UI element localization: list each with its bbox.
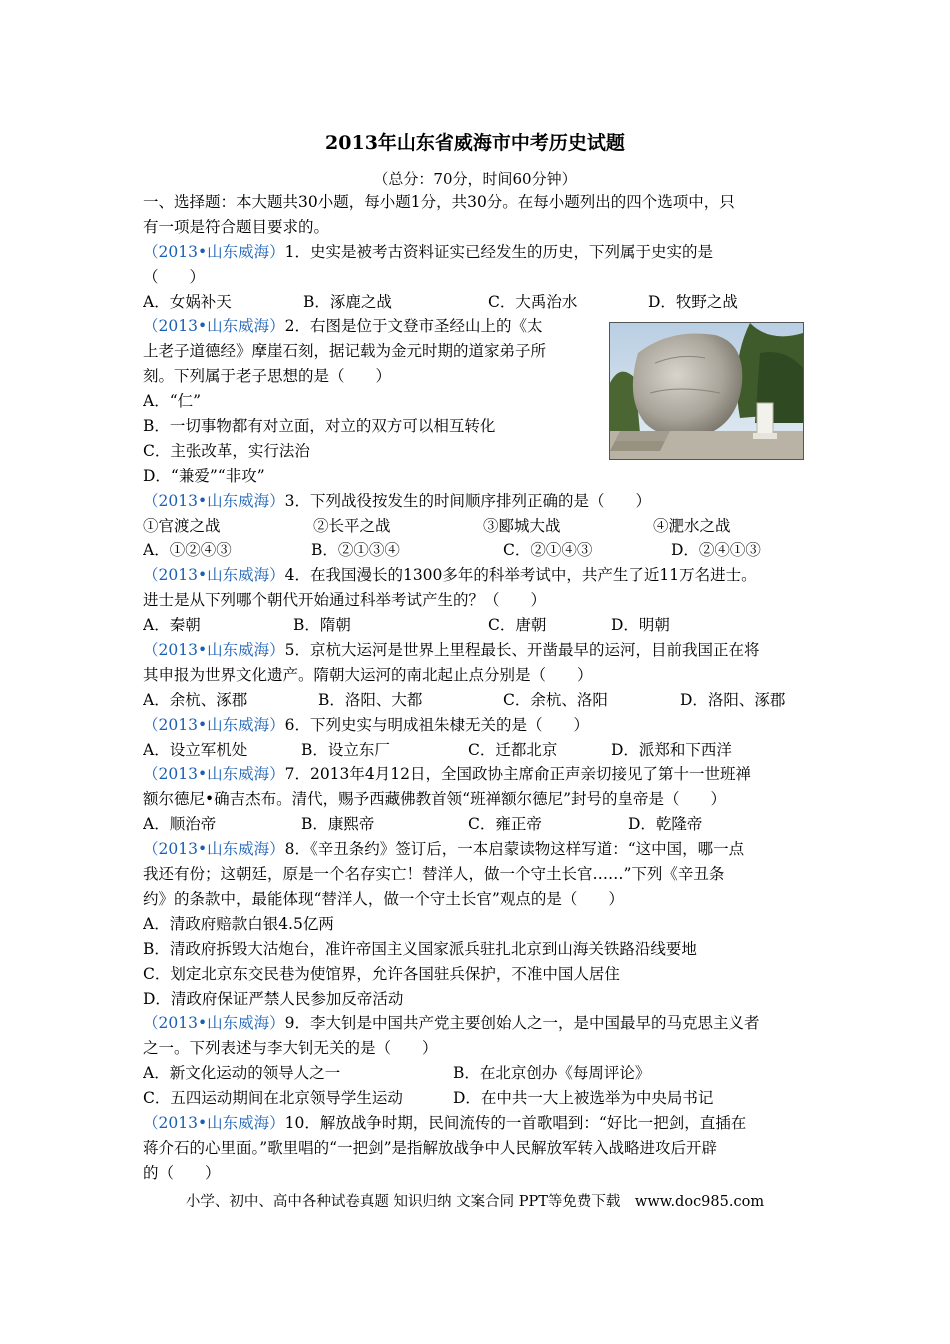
- question-2: （2013•山东威海）2．右图是位于文登市圣经山上的《太: [143, 317, 543, 336]
- question-1-options: [143, 290, 813, 315]
- question-2-cont2: 刻。下列属于老子思想的是（ ）: [143, 367, 392, 386]
- source-tag: （2013•山东威海）: [143, 491, 285, 510]
- option-d: D．乾隆帝: [628, 815, 703, 834]
- option-a: A．①②④③: [143, 541, 232, 560]
- source-tag: （2013•山东威海）: [143, 840, 285, 859]
- question-4-options: [143, 613, 813, 638]
- section-heading-cont: 有一项是符合题目要求的。: [143, 217, 330, 236]
- option-b: B．涿鹿之战: [303, 292, 392, 311]
- source-tag: （2013•山东威海）: [143, 317, 285, 336]
- rock-carving-image: [610, 323, 803, 459]
- page-title: 2013年山东省威海市中考历史试题: [325, 132, 625, 154]
- option-d: D．清政府保证严禁人民参加反帝活动: [143, 989, 404, 1008]
- question-9-options-row1: [143, 1061, 813, 1086]
- question-9: （2013•山东威海）9．李大钊是中国共产党主要创始人之一，是中国最早的马克思主义者: [143, 1014, 760, 1033]
- page-footer: 小学、初中、高中各种试卷真题 知识归纳 文案合同 PPT等免费下载 www.doc985.com: [185, 1194, 765, 1210]
- option-a: A．余杭、涿郡: [143, 690, 248, 709]
- question-1: （2013•山东威海）1．史实是被考古资料证实已经发生的历史，下列属于史实的是: [143, 242, 713, 261]
- question-9-options-row2: [143, 1086, 813, 1111]
- source-tag: （2013•山东威海）: [143, 242, 285, 261]
- question-1-cont: （ ）: [143, 267, 206, 286]
- question-10: （2013•山东威海）10．解放战争时期，民间流传的一首歌唱到：“好比一把剑，直插在: [143, 1113, 747, 1132]
- option-b: B．康熙帝: [301, 815, 375, 834]
- question-5: （2013•山东威海）5．京杭大运河是世界上里程最长、开凿最早的运河，目前我国正在将: [143, 641, 760, 660]
- option-c: C．唐朝: [488, 616, 547, 635]
- source-tag: （2013•山东威海）: [143, 641, 285, 660]
- question-8: （2013•山东威海）8．《辛丑条约》签订后，一本启蒙读物这样写道：“这中国，哪一点: [143, 840, 745, 859]
- question-4: （2013•山东威海）4．在我国漫长的1300多年的科举考试中，共产生了近11万名进士。: [143, 566, 757, 585]
- option-b: B．清政府拆毁大沽炮台，准许帝国主义国家派兵驻扎北京到山海关铁路沿线要地: [143, 939, 697, 958]
- section-heading: 一、选择题：本大题共30小题，每小题1分，共30分。在每小题列出的四个选项中，只: [143, 193, 735, 211]
- question-7-options: [143, 812, 813, 837]
- option-c: C．雍正帝: [468, 815, 542, 834]
- option-a: A．清政府赔款白银4.5亿两: [143, 914, 334, 933]
- option-b: B．在北京创办《每周评论》: [453, 1064, 651, 1083]
- source-tag: （2013•山东威海）: [143, 1014, 285, 1033]
- question-3-items: [143, 514, 813, 539]
- source-tag: （2013•山东威海）: [143, 715, 285, 734]
- source-tag: （2013•山东威海）: [143, 1113, 285, 1132]
- option-c: C．余杭、洛阳: [503, 690, 608, 709]
- source-tag: （2013•山东威海）: [143, 765, 285, 784]
- event-item: ①官渡之战: [143, 516, 221, 535]
- question-10-cont: 蒋介石的心里面。”歌里唱的“一把剑”是指解放战争中人民解放军转入战略进攻后开辟: [143, 1138, 718, 1157]
- option-a: A．新文化运动的领导人之一: [143, 1064, 341, 1083]
- option-c: C．②①④③: [503, 541, 593, 560]
- question-7: （2013•山东威海）7．2013年4月12日，全国政协主席俞正声亲切接见了第十一世班禅: [143, 765, 751, 784]
- option-b: B．洛阳、大都: [318, 690, 423, 709]
- option-a: A．“仁”: [143, 392, 202, 411]
- question-3-options: [143, 538, 813, 563]
- question-5-cont: 其申报为世界文化遗产。隋朝大运河的南北起止点分别是（ ）: [143, 665, 593, 684]
- option-d: D．“兼爱”“非攻”: [143, 466, 265, 485]
- option-b: B．隋朝: [293, 616, 351, 635]
- question-9-cont: 之一。下列表述与李大钊无关的是（ ）: [143, 1039, 438, 1058]
- option-c: C．划定北京东交民巷为使馆界，允许各国驻兵保护，不准中国人居住: [143, 964, 620, 983]
- option-c: C．五四运动期间在北京领导学生运动: [143, 1089, 403, 1108]
- option-c: C．大禹治水: [488, 292, 578, 311]
- option-d: D．洛阳、涿郡: [680, 690, 786, 709]
- question-8-cont: 我还有份；这朝廷，原是一个名存实亡！替洋人，做一个守土长官……”下列《辛丑条: [143, 865, 725, 884]
- option-a: A．秦朝: [143, 616, 201, 635]
- option-d: D．派郑和下西洋: [611, 740, 732, 759]
- option-b: B．设立东厂: [301, 740, 390, 759]
- option-d: D．②④①③: [671, 541, 761, 560]
- event-item: ④淝水之战: [653, 516, 731, 535]
- option-b: B．一切事物都有对立面，对立的双方可以相互转化: [143, 417, 496, 436]
- option-d: D．牧野之战: [648, 292, 738, 311]
- question-2-cont: 上老子道德经》摩崖石刻，据记载为金元时期的道家弟子所: [143, 342, 547, 361]
- question-6: （2013•山东威海）6．下列史实与明成祖朱棣无关的是（ ）: [143, 715, 589, 734]
- question-6-options: [143, 738, 813, 763]
- option-c: C．主张改革，实行法治: [143, 441, 310, 460]
- option-a: A．顺治帝: [143, 815, 217, 834]
- page-subtitle: （总分：70分，时间60分钟）: [373, 170, 577, 188]
- question-4-cont: 进士是从下列哪个朝代开始通过科举考试产生的？（ ）: [143, 591, 547, 610]
- question-3: （2013•山东威海）3．下列战役按发生的时间顺序排列正确的是（ ）: [143, 491, 651, 510]
- question-7-cont: 额尔德尼•确吉杰布。清代，赐予西藏佛教首领“班禅额尔德尼”封号的皇帝是（ ）: [143, 790, 726, 809]
- rock-carving-photo: [609, 322, 804, 460]
- event-item: ③郾城大战: [483, 516, 561, 535]
- question-5-options: [143, 688, 813, 713]
- option-b: B．②①③④: [311, 541, 400, 560]
- option-a: A．女娲补天: [143, 292, 232, 311]
- option-d: D．在中共一大上被选举为中央局书记: [453, 1089, 714, 1108]
- option-a: A．设立军机处: [143, 740, 248, 759]
- question-10-cont2: 的（ ）: [143, 1163, 221, 1182]
- option-c: C．迁都北京: [468, 740, 558, 759]
- option-d: D．明朝: [611, 616, 670, 635]
- question-8-cont2: 约》的条款中，最能体现“替洋人，做一个守土长官”观点的是（ ）: [143, 889, 624, 908]
- source-tag: （2013•山东威海）: [143, 566, 285, 585]
- event-item: ②长平之战: [313, 516, 391, 535]
